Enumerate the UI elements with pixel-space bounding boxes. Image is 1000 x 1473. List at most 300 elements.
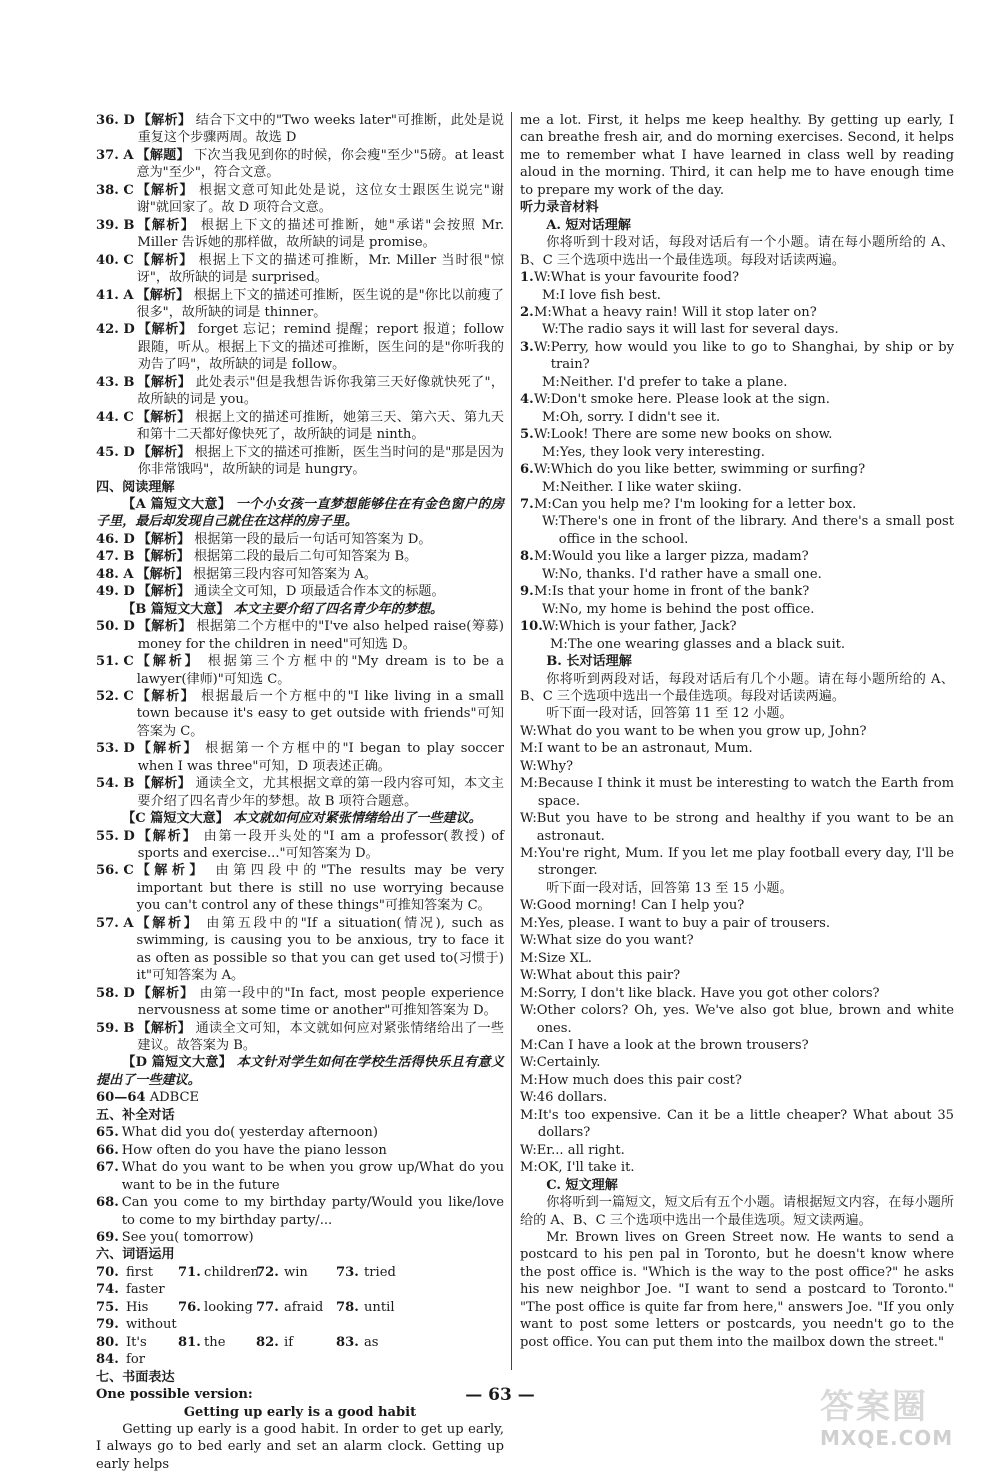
answer-item [96,287,504,322]
instructions: 你将听到十段对话，每段对话后有一个小题。请在每小题所给的 A、B、C 三个选项中选出一个最佳选项。每段对话读两遍。 [520,235,954,268]
utterance: Er... all right. [536,1142,625,1158]
item-body [137,548,504,565]
dialog-line [520,1002,954,1037]
conversation-intro: 听下面一段对话，回答第 11 至 12 小题。 [546,706,793,722]
item-tag: 【解析】 [136,566,189,582]
item-number: 81. [178,1334,201,1350]
dialog-number: 1. [520,270,534,286]
section-heading: 听力录音材料 [520,200,599,216]
answer-item [96,147,504,182]
item-text: 通读全文可知，D 项最适合作本文的标题。 [194,584,445,600]
answer-item [96,653,504,688]
answer-item [96,915,504,985]
item-body [138,740,504,775]
speaker: W: [542,514,559,530]
item-number: 66. [96,1142,119,1158]
utterance: What a heavy rain! Will it stop later on? [551,304,817,320]
item-tag: 【解析】 [137,741,199,757]
item-number: 56. C [96,863,134,879]
utterance: It's too expensive. Can it be a little cheaper? What about 35 dollars? [537,1107,954,1141]
sub-heading: A. 短对话理解 [546,217,631,233]
speaker: M: [542,409,560,425]
item-number: 55. D [96,828,135,844]
item-text: without [126,1317,177,1333]
utterance: No, my home is behind the post office. [558,601,815,617]
summary-text: 本文针对学生如何在学校生活得快乐且有意义提出了一些建议。 [96,1055,505,1088]
item-body [138,321,504,373]
item-tag: 【解析】 [137,549,190,565]
speaker: W: [542,322,559,338]
dialog-line [520,287,954,304]
item-text: forget 忘记；remind 提醒；report 报道；follow 跟随，听从。根据上下文的描述可推断，医生问的是"你听我的劝告了吗"，故所缺的词是 follow。 [137,322,504,373]
item-number: 73. [336,1264,359,1280]
conversation-intro: 听下面一段对话，回答第 13 至 15 小题。 [546,880,793,896]
utterance: The one wearing glasses and a black suit. [567,636,846,652]
word-row [96,1299,504,1334]
answer-item [96,1142,504,1159]
dialog-line [520,479,954,496]
dialog-number [520,444,534,461]
answer-item [96,217,504,252]
item-text: for [126,1352,145,1368]
dialog-number [520,374,534,391]
utterance: Because I think it must be interesting to watch the Earth from space. [537,776,954,809]
utterance: Neither. I like water skiing. [559,479,742,495]
item-text: 根据文意可知此处是说，这位女士跟医生说完"谢谢"就回家了。故 D 项符合文意。 [136,182,505,216]
item-number: 39. B [96,217,135,233]
dialog-number [520,636,542,653]
item-text: if [284,1334,294,1350]
dialog-number [520,409,534,426]
dialog-line [520,321,954,338]
item-text: 根据上下文的描述可推断，医生当时问的是"那是因为你非常饿吗"，故所缺的词是 hungry。 [137,444,505,478]
item-text: What did you do( yesterday afternoon) [121,1125,378,1141]
dialog-line [520,409,954,426]
speaker: W: [534,392,551,408]
utterance: What do you want to be when you grow up, John? [536,723,867,739]
answer-item [96,444,504,479]
utterance: 46 dollars. [536,1090,608,1106]
speaker: M: [520,776,538,792]
item-text: 结合下文中的"Two weeks later"可推断，此处是说重复这个步骤两周。故选 D [137,113,504,146]
speaker: W: [520,1142,537,1158]
speaker: M: [520,1107,538,1123]
answer-item [96,531,504,548]
item-body [137,915,505,985]
summary-text: 本文主要介绍了四名青少年的梦想。 [233,601,444,617]
utterance: Neither. I'd prefer to take a plane. [559,374,788,390]
essay-text-continued: me a lot. First, it helps me keep healthy. By getting up early, I can breathe fresh air, and do morning exercises. Second, it helps me to remember what I have learned in class well by reading aloud in the morning. Third, it can help me to have enough time to prepare my work of the day. [520,113,954,198]
dialog-line [520,897,954,914]
utterance: Good morning! Can I help you? [536,898,745,914]
item-text: children [204,1264,259,1280]
utterance: Perry, how would you like to go to Shanghai, by ship or by train? [550,339,954,373]
answer-item [96,1159,504,1194]
item-number: 52. C [96,688,134,704]
item-text: 根据第一段的最后一句话可知答案为 D。 [194,531,432,547]
item-number: 45. D [96,444,135,460]
summary-text: 本文就如何应对紧张情绪给出了一些建议。 [233,811,482,827]
item-tag: 【解析】 [137,531,191,547]
item-body [138,828,504,863]
section-heading: 六、词语运用 [96,1247,175,1263]
utterance: The radio says it will last for several days. [558,322,839,338]
item-number: 37. A [96,147,134,163]
watermark-logo [820,1388,980,1452]
item-number: 77. [256,1299,279,1315]
utterance: Which do you like better, swimming or surfing? [550,462,866,478]
speaker: W: [534,427,551,443]
dialog-line [520,426,954,443]
item-text: 根据最后一个方框中的"I like living in a small town because it's easy to get outside with friends"可知答案为 C。 [136,688,504,739]
essay-title: Getting up early is a good habit [183,1404,417,1420]
dialog-line [520,932,954,949]
speaker: M: [542,374,560,390]
dialog-line [520,618,954,635]
utterance: Sorry, I don't like black. Have you got other colors? [537,985,880,1001]
item-number: 53. D [96,741,135,757]
speaker: M: [520,741,538,757]
speaker: M: [542,287,560,303]
utterance: I love fish best. [559,287,661,303]
utterance: No, thanks. I'd rather have a small one. [558,566,822,582]
item-tag: 【解析】 [136,654,201,670]
dialog-number: 7. [520,496,534,512]
answer-item [96,688,504,740]
item-body [137,182,504,217]
dialog-line [520,845,954,880]
answer-item [96,1124,504,1141]
item-number: 82. [256,1334,279,1350]
sub-heading: C. 短文理解 [546,1177,618,1193]
speaker: W: [542,619,559,635]
item-text: 由第一段中的"In fact, most people experience nervousness at some time or another"可推知答案为 D。 [137,985,505,1019]
item-text: faster [126,1282,165,1298]
summary [96,810,504,827]
speaker: W: [534,339,551,355]
dialog-line [520,1054,954,1071]
speaker: W: [520,1003,537,1019]
utterance: What size do you want? [536,933,694,949]
version-label: One possible version: [96,1387,253,1403]
item-number: 49. D [96,584,135,600]
dialog-line [520,461,954,478]
item-body [137,252,504,287]
utterance: Size XL. [537,950,592,966]
item-tag: 【解析】 [137,776,192,792]
speaker: M: [550,636,568,652]
utterance: But you have to be strong and healthy if you want to be an astronaut. [536,811,954,844]
item-number: 74. [96,1282,119,1298]
item-number: 43. B [96,374,135,390]
utterance: Is that your home in front of the bank? [551,584,810,600]
utterance: Look! There are some new books on show. [550,427,833,443]
speaker: W: [520,933,537,949]
item-body [137,1020,504,1055]
item-tag: 【解析】 [137,1020,192,1036]
item-body [138,985,504,1020]
utterance: Which is your father, Jack? [558,619,737,635]
item-number: 60—64 [96,1090,146,1106]
dialog-line [520,548,954,565]
item-tag: 【解析】 [136,182,194,198]
dialog-line [520,1089,954,1106]
item-text: How often do you have the piano lesson [121,1142,387,1158]
summary-tag: 【B 篇短文大意】 [122,601,230,617]
utterance: How much does this pair cost? [537,1072,742,1088]
speaker: W: [520,758,537,774]
answer-item [96,1089,504,1106]
dialog-number [520,321,534,338]
item-number: 69. [96,1230,119,1245]
item-tag: 【解析】 [136,252,194,268]
item-text: as [364,1334,379,1350]
answer-item [96,182,504,217]
item-text: It's [126,1334,147,1350]
answer-item [96,775,504,810]
item-text: 根据上文的描述可推断，她第三天、第六天、第九天和第十二天都好像快死了，故所缺的词是 ninth。 [136,409,504,443]
section-heading: 五、补全对话 [96,1107,175,1123]
answer-item [96,548,504,565]
dialog-line [520,601,954,618]
answer-item [96,566,504,583]
dialog-number: 3. [520,339,534,355]
item-text: 根据第一个方框中的"I began to play soccer when I was three"可知，D 项表述正确。 [137,741,505,774]
speaker: W: [520,898,537,914]
item-text: What do you want to be when you grow up/What do you want to be in the future [121,1160,504,1193]
dialog-line [520,1159,954,1176]
speaker: M: [534,584,552,600]
utterance: You're right, Mum. If you let me play football every day, I'll be stronger. [537,846,954,879]
item-body [138,618,504,653]
answer-item [96,618,504,653]
dialog-line [520,967,954,984]
answer-item [96,583,504,600]
dialog-number [520,566,534,583]
item-body [137,862,504,914]
dialog-line [520,339,954,374]
item-body [137,775,504,810]
utterance: What about this pair? [536,968,681,984]
dialog-number: 6. [520,462,534,478]
speaker: W: [534,270,551,286]
dialog-line [520,304,954,321]
item-tag: 【解析】 [137,584,191,600]
utterance: There's one in front of the library. And there's a small post office in the school. [558,514,954,547]
item-tag: 【解析】 [137,113,192,128]
utterance: Yes, they look very interesting. [559,444,765,460]
speaker: M: [520,915,538,931]
item-number: 48. A [96,566,134,582]
item-text: 通读全文，尤其根据文章的第一段内容可知，本文主要介绍了四名青少年的梦想。故 B 项符合题意。 [137,776,505,809]
item-tag: 【解析】 [137,619,192,635]
dialog-line [520,915,954,932]
utterance: Certainly. [536,1055,601,1071]
dialog-line [520,810,954,845]
dialog-line [520,740,954,757]
item-tag: 【解析】 [137,828,198,844]
dialog-number: 5. [520,427,534,443]
sub-heading: B. 长对话理解 [546,654,632,670]
item-text: 根据第三段内容可知答案为 A。 [193,566,377,582]
item-number: 47. B [96,549,135,565]
dialog-line [520,1072,954,1089]
item-number: 58. D [96,985,135,1001]
summary [96,601,504,618]
item-number: 38. C [96,182,134,198]
dialog-line [520,1142,954,1159]
item-tag: 【解析】 [137,322,193,338]
utterance: Other colors? Oh, yes. We've also got blue, brown and white ones. [536,1003,954,1036]
dialog-number [520,287,534,304]
answer-item [96,1194,504,1229]
dialog-line [520,758,954,775]
item-number: 46. D [96,531,135,547]
summary-tag: 【D 篇短文大意】 [122,1055,233,1071]
right-column [520,112,954,1351]
item-number: 75. [96,1299,119,1315]
item-number: 44. C [96,409,134,425]
utterance: Would you like a larger pizza, madam? [551,549,809,565]
item-text: 下次当我见到你的时候，你会瘦"至少"5磅。at least 意为"至少"，符合文意。 [136,147,504,181]
speaker: W: [520,1090,537,1106]
dialog-line [520,775,954,810]
speaker: M: [534,304,552,320]
item-tag: 【解析】 [136,688,196,704]
summary-tag: 【A 篇短文大意】 [122,496,232,512]
item-text: 通读全文可知，本文就如何应对紧张情绪给出了一些建议。故答案为 B。 [137,1020,505,1054]
item-text: tried [364,1264,396,1280]
item-text: the [204,1334,226,1350]
item-text: Can you come to my birthday party/Would you like/love to come to my birthday party/... [121,1195,504,1228]
item-text: first [126,1264,153,1280]
utterance: Why? [536,758,574,774]
answer-item [96,828,504,863]
utterance: I want to be an astronaut, Mum. [537,741,753,757]
item-text: afraid [284,1299,324,1315]
item-tag: 【解析】 [136,287,190,303]
speaker: M: [520,985,538,1001]
speaker: M: [534,549,552,565]
item-number: 41. A [96,287,134,303]
essay-text: Getting up early is a good habit. In order to get up early, I always go to bed early and set an alarm clock. Getting up early helps [96,1421,504,1472]
dialog-line [520,566,954,583]
answer-item [96,252,504,287]
speaker: W: [520,1055,537,1071]
item-text: 此处表示"但是我想告诉你我第三天好像就快死了"，故所缺的词是 you。 [137,374,505,408]
dialog-line [520,950,954,967]
dialog-line [520,444,954,461]
speaker: M: [520,846,538,862]
item-text: 根据上下文的描述可推断，Mr. Miller 当时很"惊讶"，故所缺的词是 surprised。 [136,252,505,286]
instructions: 你将听到一篇短文，短文后有五个小题。请根据短文内容，在每小题所给的 A、B、C 三个选项中选出一个最佳选项。短文读两遍。 [520,1195,954,1228]
item-number: 59. B [96,1020,135,1036]
item-text: 根据第三个方框中的"My dream is to be a lawyer(律师)"可知选 C。 [136,654,504,687]
item-text: 根据第二段的最后二句可知答案为 B。 [193,549,418,565]
speaker: M: [520,1038,538,1054]
item-body [137,147,505,182]
item-number: 57. A [96,915,134,931]
item-body [138,531,504,548]
section-heading: 四、阅读理解 [96,479,175,495]
dialog-line [520,1037,954,1054]
answer-item [96,321,504,373]
summary [96,1054,504,1089]
utterance: Can I have a look at the brown trousers? [537,1038,809,1054]
dialog-line [520,583,954,600]
dialog-line [520,496,954,513]
dialog-line [520,1107,954,1142]
dialog-number [520,601,534,618]
item-text: 由第一段开头处的"I am a professor(教授) of sports and exercise..."可知答案为 D。 [137,828,504,862]
item-body [137,374,504,409]
item-text: 根据上下文的描述可推断，医生说的是"你比以前瘦了很多"，故所缺的词是 thinner。 [136,287,504,320]
dialog-line [520,513,954,548]
speaker: M: [542,444,560,460]
item-number: 68. [96,1195,119,1211]
dialog-number: 8. [520,549,534,565]
speaker: W: [534,462,551,478]
item-number: 72. [256,1264,279,1280]
item-text: 由第四段中的"The results may be very important but there is still no use worrying because you can't control any of these things"可推知答案为 C。 [136,863,504,914]
dialog-line [520,269,954,286]
item-body [137,409,504,444]
item-tag: 【解析】 [136,863,207,879]
speaker: M: [520,1160,538,1176]
utterance: Don't smoke here. Please look at the sign. [550,392,830,408]
summary-tag: 【C 篇短文大意】 [122,811,229,827]
answer-item [96,985,504,1020]
item-text: ADBCE [149,1090,200,1106]
item-number: 80. [96,1334,119,1350]
utterance: What is your favourite food? [550,270,740,286]
item-number: 40. C [96,252,134,268]
utterance: Yes, please. I want to buy a pair of trousers. [537,915,831,931]
utterance: Oh, sorry. I didn't see it. [559,409,721,425]
answer-item [96,374,504,409]
answer-item [96,862,504,914]
instructions: 你将听到两段对话，每段对话后有几个小题。请在每小题所给的 A、B、C 三个选项中选出一个最佳选项。每段对话读两遍。 [520,671,954,704]
speaker: W: [520,723,537,739]
item-tag: 【解析】 [137,444,191,460]
dialog-line [520,374,954,391]
dialog-number: 4. [520,392,534,408]
dialog-line [520,391,954,408]
dialog-number: 10. [520,619,543,635]
dialog-line [520,636,954,653]
speaker: M: [534,496,552,512]
item-number: 65. [96,1125,119,1141]
item-number: 71. [178,1264,201,1280]
item-body [137,566,505,583]
answer-item [96,1229,504,1246]
item-number: 70. [96,1264,119,1280]
page-number: — 63 — [465,1385,535,1405]
item-body [137,688,504,740]
summary-text: 一个小女孩一直梦想能够住在有金色窗户的房子里，最后却发现自己就住在这样的房子里。 [96,496,504,530]
answer-item [96,1020,504,1055]
item-body [138,112,504,147]
item-text: 由第五段中的"If a situation(情况), such as swimming, is causing you to be anxious, try to face it as often as possible so that you can get used to(习惯于) it"可知答案为 A。 [136,915,504,984]
speaker: W: [542,566,559,582]
summary [96,496,504,531]
item-body [137,217,504,252]
item-number: 54. B [96,776,135,792]
speaker: W: [520,968,537,984]
word-row [96,1334,504,1369]
item-text: His [126,1299,149,1315]
left-column [96,112,504,1473]
